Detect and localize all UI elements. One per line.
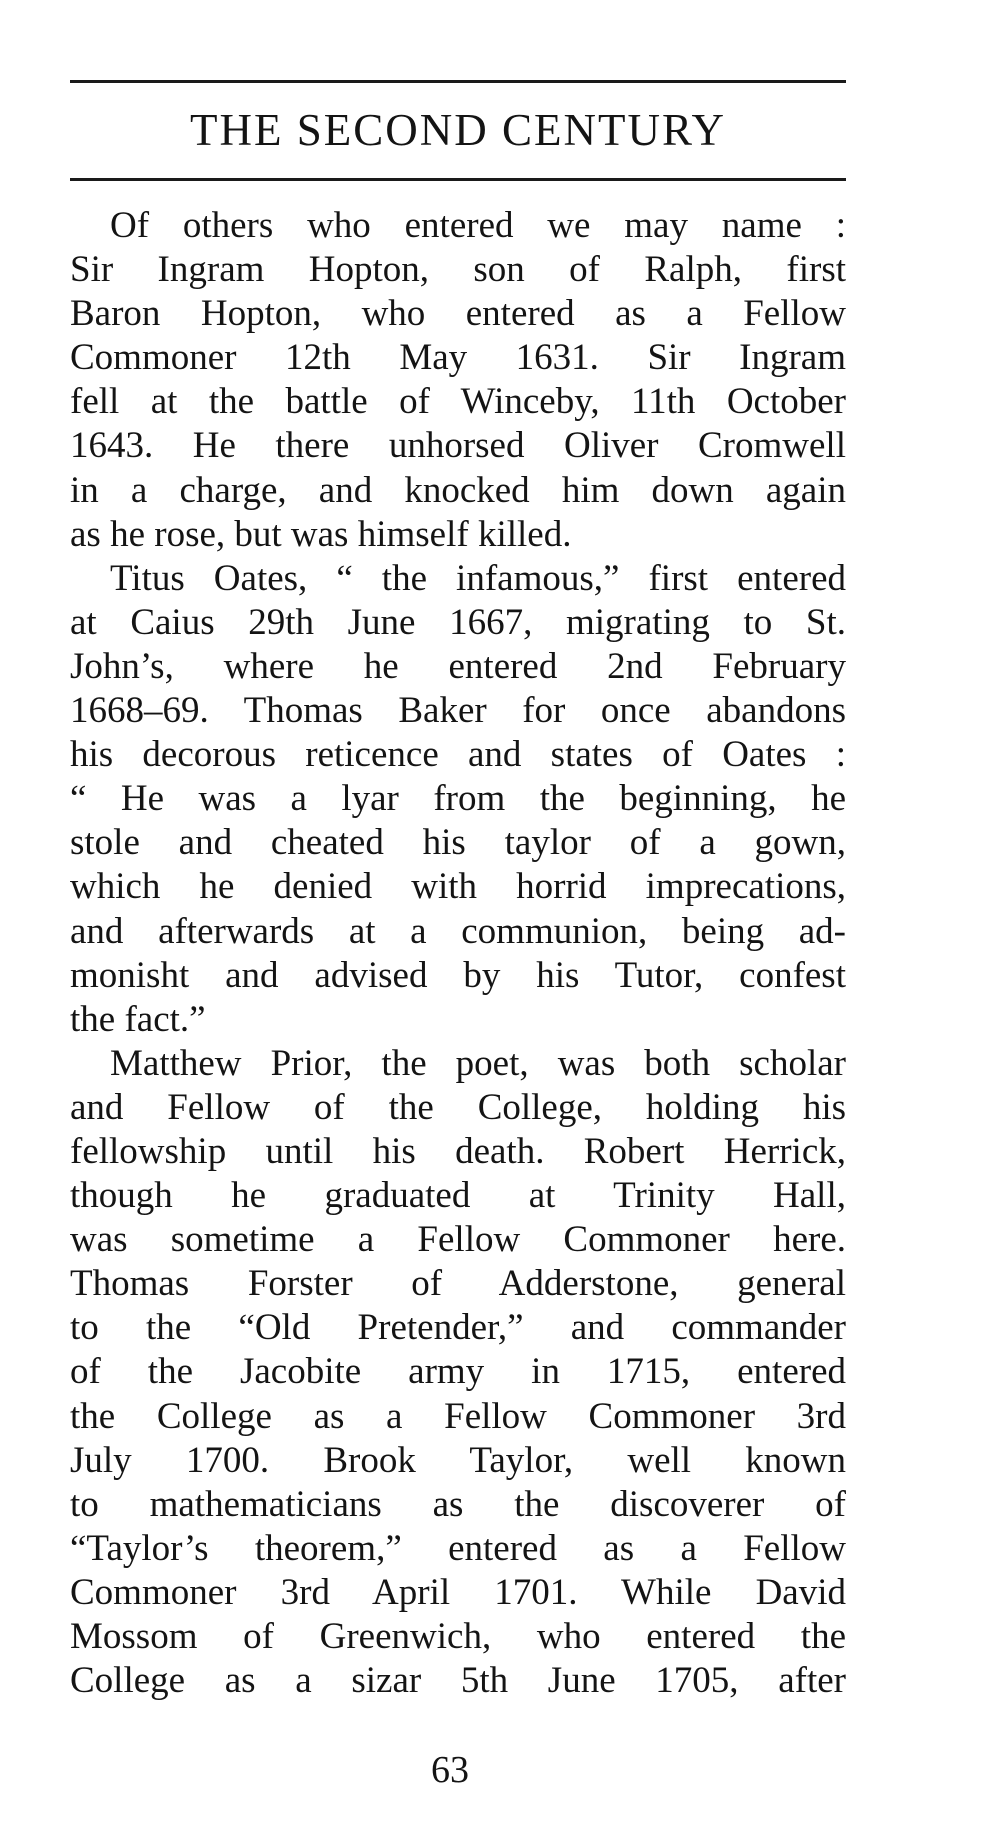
text-line: College as a sizar 5th June 1705, after xyxy=(70,1660,846,1702)
text-line: though he graduated at Trinity Hall, xyxy=(70,1175,846,1217)
body-text xyxy=(70,204,846,1703)
text-line: his decorous reticence and states of Oates : xyxy=(70,734,846,776)
text-line: the College as a Fellow Commoner 3rd xyxy=(70,1395,846,1437)
text-line: Of others who entered we may name : xyxy=(110,205,846,246)
text-line: of the Jacobite army in 1715, entered xyxy=(70,1351,846,1393)
header-bottom-rule xyxy=(70,178,846,181)
text-line: fellowship until his death. Robert Herrick, xyxy=(70,1130,846,1172)
running-head: THE SECOND CENTURY xyxy=(189,105,726,155)
text-line: Sir Ingram Hopton, son of Ralph, first xyxy=(70,249,846,291)
text-line: to mathematicians as the discoverer of xyxy=(70,1483,846,1525)
text-line: “Taylor’s theorem,” entered as a Fellow xyxy=(70,1527,846,1569)
text-line: Titus Oates, “ the infamous,” first entered xyxy=(110,557,846,599)
text-line: July 1700. Brook Taylor, well known xyxy=(70,1439,846,1481)
text-line: Mossom of Greenwich, who entered the xyxy=(70,1616,846,1657)
text-line: the fact.” xyxy=(70,998,206,1040)
text-line: and Fellow of the College, holding his xyxy=(70,1086,846,1128)
text-line: Thomas Forster of Adderstone, general xyxy=(70,1263,846,1305)
text-line: stole and cheated his taylor of a gown, xyxy=(70,822,846,864)
text-line: which he denied with horrid imprecations, xyxy=(70,866,846,908)
text-line: Commoner 12th May 1631. Sir Ingram xyxy=(70,337,846,379)
text-line: “ He was a lyar from the beginning, he xyxy=(70,778,846,820)
text-line: monisht and advised by his Tutor, confest xyxy=(70,954,846,996)
text-line: was sometime a Fellow Commoner here. xyxy=(70,1219,846,1261)
text-line: Commoner 3rd April 1701. While David xyxy=(70,1571,846,1613)
text-line: to the “Old Pretender,” and commander xyxy=(70,1307,846,1349)
text-line: Baron Hopton, who entered as a Fellow xyxy=(70,293,846,335)
text-line: as he rose, but was himself killed. xyxy=(70,513,572,555)
text-line: John’s, where he entered 2nd February xyxy=(70,645,846,687)
paragraph xyxy=(70,1042,846,1703)
text-line: and afterwards at a communion, being ad- xyxy=(70,910,846,952)
text-line: at Caius 29th June 1667, migrating to St. xyxy=(70,601,846,643)
paragraph xyxy=(70,204,846,557)
text-line: fell at the battle of Winceby, 11th October xyxy=(70,381,846,423)
text-line: 1643. He there unhorsed Oliver Cromwell xyxy=(70,425,846,467)
text-line: 1668–69. Thomas Baker for once abandons xyxy=(70,690,846,732)
paragraph xyxy=(70,557,846,1042)
page-number: 63 xyxy=(431,1749,469,1791)
text-line: Matthew Prior, the poet, was both scholar xyxy=(110,1042,846,1084)
header-top-rule xyxy=(70,80,846,83)
text-line: in a charge, and knocked him down again xyxy=(70,469,846,511)
